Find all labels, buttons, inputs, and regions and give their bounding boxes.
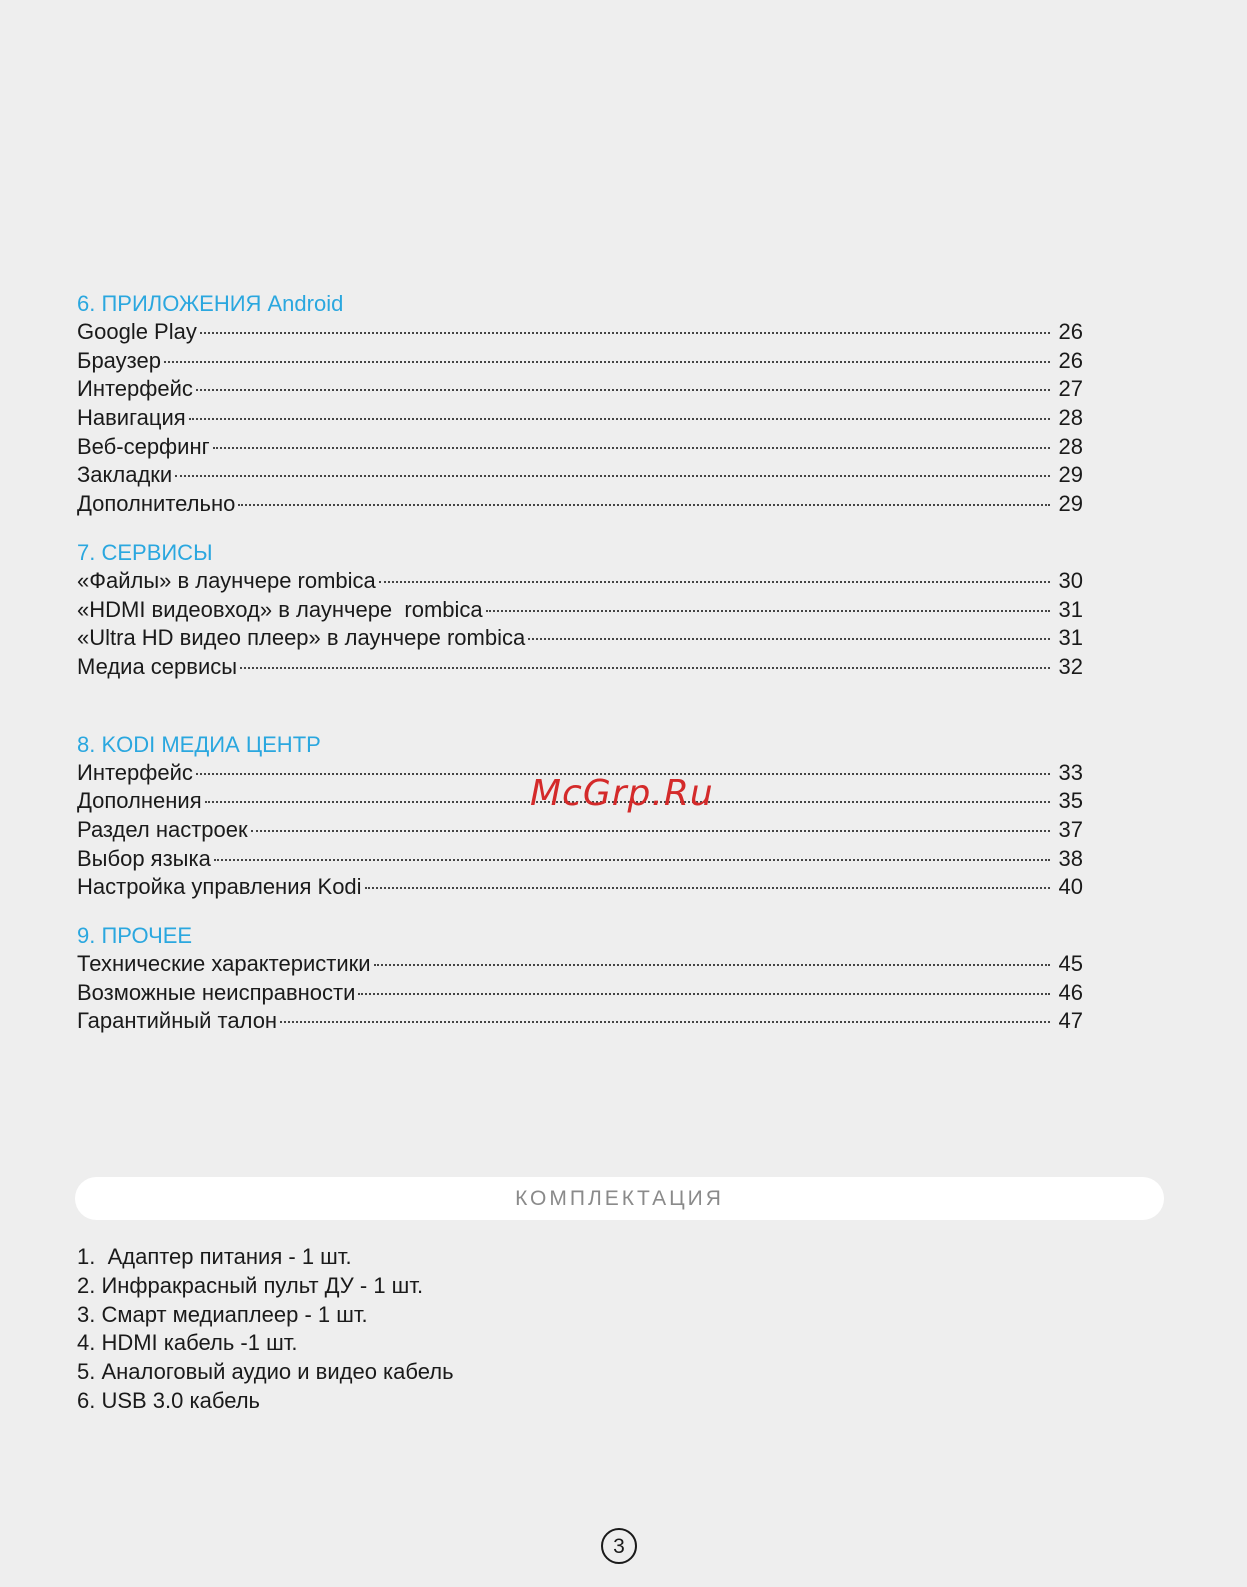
toc-entry-label: Гарантийный талон	[77, 1008, 278, 1034]
dot-leader	[200, 332, 1050, 334]
toc-entry[interactable]	[77, 567, 1083, 596]
toc-entry[interactable]	[77, 979, 1083, 1008]
toc-entry-page: 45	[1058, 951, 1083, 976]
toc-entry[interactable]	[77, 404, 1083, 433]
toc-entry-label: Браузер	[77, 347, 161, 373]
toc-entry-page: 26	[1058, 347, 1083, 373]
toc-entry-page: 27	[1058, 376, 1083, 402]
toc-entry-label: «HDMI видеовход» в лаунчере rombica	[77, 596, 483, 622]
toc-entry[interactable]	[77, 433, 1083, 462]
toc-section-kodi	[77, 730, 1083, 902]
toc-entry-label: Возможные неисправности	[77, 979, 356, 1005]
toc-entry-label: Технические характеристики	[77, 951, 371, 976]
page-number: 3	[601, 1528, 637, 1564]
toc-entry-label: «Файлы» в лаунчере rombica	[77, 567, 376, 593]
toc-entry-label: Интерфейс	[77, 376, 193, 402]
toc-entry[interactable]	[77, 950, 1083, 979]
kit-section-header: КОМПЛЕКТАЦИЯ	[75, 1177, 1164, 1220]
section-title: 6. ПРИЛОЖЕНИЯ Android	[77, 291, 344, 316]
toc-section-other	[77, 921, 1083, 1036]
dot-leader	[365, 887, 1050, 889]
toc-entry[interactable]	[77, 490, 1083, 519]
toc-entry-page: 35	[1058, 788, 1083, 814]
section-title: 9. ПРОЧЕЕ	[77, 923, 193, 948]
toc-entry[interactable]	[77, 596, 1083, 625]
toc-entry-page: 38	[1058, 845, 1083, 871]
toc-entry-page: 40	[1058, 874, 1083, 900]
dot-leader	[280, 1021, 1050, 1023]
toc-entry-label: Дополнения	[77, 788, 202, 814]
dot-leader	[214, 859, 1050, 861]
list-item: 3. Смарт медиаплеер - 1 шт.	[77, 1301, 368, 1327]
dot-leader	[528, 638, 1050, 640]
toc-entry-page: 46	[1058, 979, 1083, 1005]
toc-entry-label: Дополнительно	[77, 491, 236, 517]
dot-leader	[379, 581, 1050, 583]
toc-entry-label: Медиа сервисы	[77, 653, 238, 679]
toc-entry-page: 29	[1058, 491, 1083, 517]
table-of-contents	[77, 289, 1083, 1036]
dot-leader	[240, 667, 1050, 669]
dot-leader	[358, 993, 1050, 995]
dot-leader	[196, 389, 1050, 391]
toc-entry-page: 28	[1058, 405, 1083, 431]
toc-entry-page: 29	[1058, 462, 1083, 488]
toc-entry[interactable]	[77, 845, 1083, 874]
dot-leader	[213, 447, 1050, 449]
toc-entry-page: 26	[1058, 319, 1083, 344]
dot-leader	[164, 361, 1050, 363]
kit-list	[77, 1243, 454, 1416]
toc-entry-label: Выбор языка	[77, 845, 211, 871]
toc-entry-page: 33	[1058, 759, 1083, 785]
toc-entry-label: Google Play	[77, 319, 197, 344]
section-title: 8. KODI МЕДИА ЦЕНТР	[77, 731, 321, 757]
toc-entry-label: Раздел настроек	[77, 816, 248, 842]
toc-entry-page: 47	[1058, 1008, 1083, 1034]
dot-leader	[374, 964, 1050, 966]
dot-leader	[251, 830, 1050, 832]
toc-entry-label: Веб-серфинг	[77, 433, 210, 459]
dot-leader	[238, 504, 1050, 506]
toc-entry[interactable]	[77, 318, 1083, 347]
toc-entry[interactable]	[77, 873, 1083, 902]
section-title: 7. СЕРВИСЫ	[77, 539, 213, 565]
toc-entry[interactable]	[77, 816, 1083, 845]
dot-leader	[486, 610, 1050, 612]
toc-entry-label: «Ultra HD видео плеер» в лаунчере rombica	[77, 625, 526, 651]
list-item: 6. USB 3.0 кабель	[77, 1387, 261, 1413]
toc-entry[interactable]	[77, 653, 1083, 682]
toc-entry-page: 31	[1058, 625, 1083, 651]
toc-entry-label: Закладки	[77, 462, 173, 488]
dot-leader	[189, 418, 1050, 420]
list-item: 4. HDMI кабель -1 шт.	[77, 1330, 298, 1356]
list-item: 5. Аналоговый аудио и видео кабель	[77, 1359, 454, 1385]
toc-entry-page: 30	[1058, 567, 1083, 593]
list-item: 1. Адаптер питания - 1 шт.	[77, 1244, 352, 1269]
toc-entry-page: 28	[1058, 433, 1083, 459]
toc-entry-page: 32	[1058, 653, 1083, 679]
toc-section-services	[77, 538, 1083, 682]
toc-entry-label: Навигация	[77, 405, 186, 431]
toc-entry[interactable]	[77, 375, 1083, 404]
toc-entry-page: 31	[1058, 596, 1083, 622]
toc-entry-label: Настройка управления Kodi	[77, 874, 362, 900]
toc-entry-label: Интерфейс	[77, 759, 193, 785]
list-item: 2. Инфракрасный пульт ДУ - 1 шт.	[77, 1272, 424, 1298]
toc-entry[interactable]	[77, 1007, 1083, 1036]
toc-entry-page: 37	[1058, 816, 1083, 842]
dot-leader	[175, 475, 1050, 477]
toc-entry[interactable]	[77, 624, 1083, 653]
watermark: McGrp.Ru	[530, 773, 714, 814]
toc-section-android-apps	[77, 289, 1083, 519]
toc-entry[interactable]	[77, 461, 1083, 490]
toc-entry[interactable]	[77, 347, 1083, 376]
